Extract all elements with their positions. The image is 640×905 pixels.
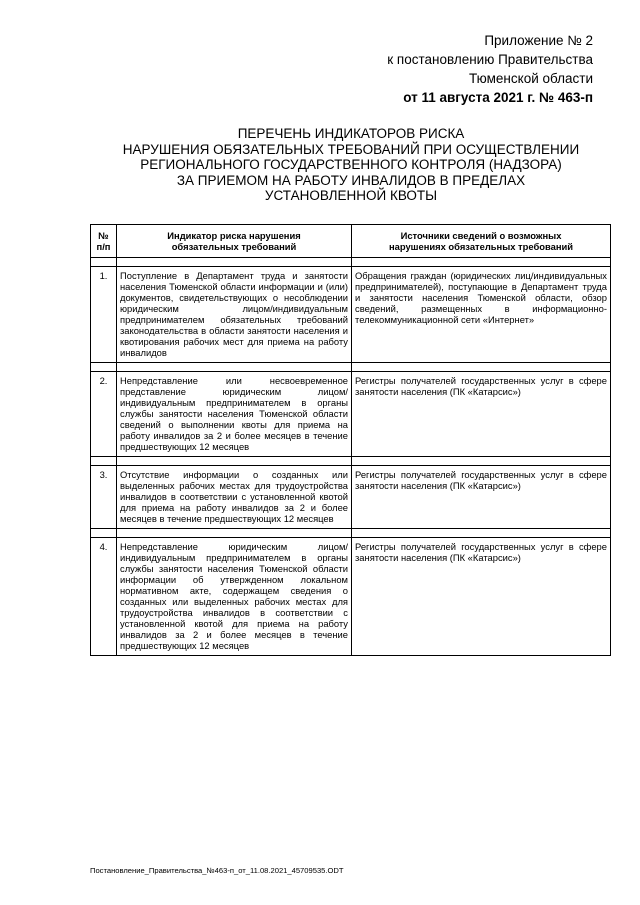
table-spacer-row (91, 457, 611, 466)
row-indicator: Непредставление юридическим лицом/индивидуальным предпринимателем в органы службы занятости населения Тюменской области информации об утвержденном локальном нормативном акте, содержащем сведения о созданных или выделенных рабочих местах для трудоустройства инвалидов в соответствии с установленной квотой для приема на работу инвалидов за 2 и более месяцев в течение предшествующих 12 месяцев (117, 538, 352, 656)
row-number: 1. (91, 267, 117, 363)
header-sources (352, 225, 611, 258)
appendix-region: Тюменской области (469, 71, 593, 86)
header-sources-line: нарушениях обязательных требований (388, 241, 574, 252)
header-indicator-line: обязательных требований (171, 241, 297, 252)
title-line: РЕГИОНАЛЬНОГО ГОСУДАРСТВЕННОГО КОНТРОЛЯ (НАДЗОРА) (140, 157, 562, 173)
appendix-reference: к постановлению Правительства (387, 52, 593, 67)
header-number (91, 225, 117, 258)
title-line: УСТАНОВЛЕННОЙ КВОТЫ (264, 188, 438, 204)
table-row (91, 538, 611, 656)
row-indicator: Поступление в Департамент труда и занятости населения Тюменской области информации и (или) документов, свидетельствующих о несоблюдении юридическим лицом/индивидуальным предпринимателем обязательных требований законодательства в области занятости населения и квотирования рабочих мест для приема на работу инвалидов (117, 267, 352, 363)
title-line: НАРУШЕНИЯ ОБЯЗАТЕЛЬНЫХ ТРЕБОВАНИЙ ПРИ ОСУЩЕСТВЛЕНИИ (122, 141, 580, 157)
header-sources-line: Источники сведений о возможных (400, 230, 562, 241)
indicators-table (90, 224, 611, 656)
row-number: 3. (91, 466, 117, 529)
appendix-date-number: от 11 августа 2021 г. № 463-п (403, 90, 593, 105)
table-header-row (91, 225, 611, 258)
row-indicator: Отсутствие информации о созданных или выделенных рабочих местах для трудоустройства инвалидов в соответствии с установленной квотой для приема на работу инвалидов за 2 и более месяцев в течение предшествующих 12 месяцев (117, 466, 352, 529)
row-number: 4. (91, 538, 117, 656)
header-number-line: № (98, 230, 109, 241)
header-indicator-line: Индикатор риска нарушения (167, 230, 301, 241)
document-title (92, 126, 610, 204)
row-indicator: Непредставление или несвоевременное представление юридическим лицом/индивидуальным предпринимателем в органы службы занятости населения Тюменской области сведений о выполнении квоты для приема на работу инвалидов за 2 и более месяцев в течение предшествующих 12 месяцев (117, 372, 352, 457)
title-line: ПЕРЕЧЕНЬ ИНДИКАТОРОВ РИСКА (237, 126, 465, 141)
row-sources: Обращения граждан (юридических лиц/индивидуальных предпринимателей), поступающие в Департамент труда и занятости населения Тюменской области, обзор сведений, размещенных в информационно-телекоммуникационной сети «Интернет» (352, 267, 611, 363)
header-number-line: п/п (96, 241, 111, 252)
table-spacer-row (91, 258, 611, 267)
table-spacer-row (91, 529, 611, 538)
table-row (91, 267, 611, 363)
table-row (91, 372, 611, 457)
row-sources: Регистры получателей государственных услуг в сфере занятости населения (ПК «Катарсис») (352, 372, 611, 457)
title-line: ЗА ПРИЕМОМ НА РАБОТУ ИНВАЛИДОВ В ПРЕДЕЛАХ (176, 172, 526, 188)
row-sources: Регистры получателей государственных услуг в сфере занятости населения (ПК «Катарсис») (352, 538, 611, 656)
table-spacer-row (91, 363, 611, 372)
appendix-block (333, 31, 593, 107)
row-sources: Регистры получателей государственных услуг в сфере занятости населения (ПК «Катарсис») (352, 466, 611, 529)
header-indicator (117, 225, 352, 258)
table-row (91, 466, 611, 529)
appendix-label: Приложение № 2 (484, 33, 593, 48)
row-number: 2. (91, 372, 117, 457)
footer-filename: Постановление_Правительства_№463-п_от_11.08.2021_45709535.ODT (90, 866, 344, 875)
